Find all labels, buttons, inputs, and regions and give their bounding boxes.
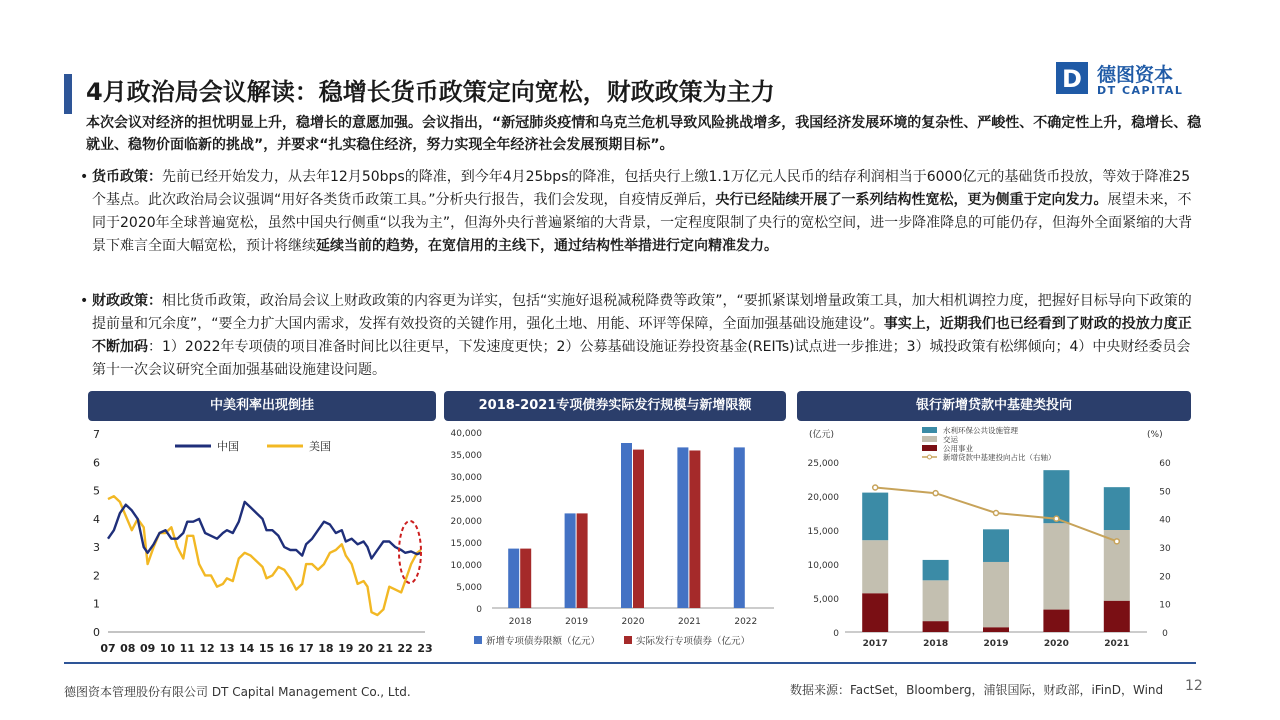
- c1-x-tick: 15: [258, 642, 275, 655]
- c3-y-tick: 15,000: [807, 527, 839, 537]
- c3-stacked-bar: [862, 493, 888, 541]
- c2-bar: [577, 513, 588, 608]
- c2-y-tick: 0: [476, 605, 482, 615]
- c1-x-tick: 13: [219, 642, 235, 655]
- c3-y-tick-right: 30: [1159, 544, 1171, 554]
- c2-y-tick: 40,000: [450, 429, 482, 439]
- footer-divider: [64, 662, 1196, 664]
- c3-y-tick: 20,000: [807, 493, 839, 503]
- c1-x-tick: 09: [139, 642, 156, 655]
- c1-series-line: [108, 502, 421, 559]
- bullet-dot: •: [80, 169, 89, 185]
- c1-legend-label: 美国: [309, 440, 331, 453]
- c2-y-tick: 15,000: [450, 539, 482, 549]
- chart2-header: 2018-2021专项债券实际发行规模与新增限额: [444, 391, 786, 421]
- c3-x-tick: 2018: [923, 639, 949, 649]
- c2-bar: [520, 549, 531, 608]
- c3-stacked-bar: [1043, 470, 1069, 523]
- chart2-special-bonds: [444, 424, 784, 660]
- c2-y-tick: 25,000: [450, 495, 482, 505]
- c3-legend-swatch: [922, 427, 937, 433]
- chart3-infra-loans: [797, 424, 1195, 660]
- c2-x-tick: 2020: [621, 617, 645, 627]
- dt-logo-icon: [1056, 62, 1088, 94]
- bullet-fiscal: [80, 290, 1202, 382]
- c3-legend-label: 公用事业: [943, 444, 973, 453]
- c3-y-tick: 0: [833, 629, 839, 639]
- fiscal-bold-1: 事实上，近期我们也已经看到了财政的投放力度正不断加码: [92, 316, 1192, 355]
- monetary-head: 货币政策：: [92, 169, 162, 185]
- c1-x-tick: 22: [397, 642, 413, 655]
- c3-stacked-bar: [1043, 523, 1069, 609]
- c2-y-tick: 30,000: [450, 473, 482, 483]
- c1-x-tick: 12: [199, 642, 215, 655]
- c2-legend-label: 新增专项债券限额（亿元）: [486, 636, 601, 647]
- monetary-text-1: 先前已经开始发力，从去年12月50bps的降准，到今年4月25bps的降准，包括央行上缴1.1万亿元人民币的结存利润相当于6000亿元的基础货币投放，等效于降准25个基点。此次政治局会议强调“用好各类货币政策工具。”分析央行报告，我们会发现，自疫情反弹后，: [92, 169, 1191, 208]
- c3-stacked-bar: [1104, 601, 1130, 632]
- c3-y-tick: 5,000: [813, 595, 839, 605]
- c3-legend-swatch: [922, 436, 937, 442]
- c1-y-tick: 1: [93, 597, 100, 611]
- c3-x-tick: 2020: [1043, 639, 1069, 649]
- c3-stacked-bar: [923, 560, 949, 580]
- c3-right-unit: (%): [1147, 430, 1163, 440]
- c2-x-tick: 2018: [508, 617, 532, 627]
- bullet-monetary: [80, 166, 1202, 258]
- fiscal-text-1: 相比货币政策，政治局会议上财政政策的内容更为详实，包括“实施好退税减税降费等政策”，“要抓紧谋划增量政策工具，加大相机调控力度，把握好目标导向下政策的提前量和冗余度”，“要全力扩大国内需求，发挥有效投资的关键作用，强化土地、用能、环评等保障，全面加强基础设施建设”。: [92, 293, 1192, 332]
- c2-legend-label: 实际发行专项债券（亿元）: [636, 636, 751, 647]
- c2-legend-swatch: [624, 636, 632, 644]
- c3-stacked-bar: [923, 621, 949, 632]
- c3-stacked-bar: [983, 529, 1009, 562]
- c1-x-tick: 19: [338, 642, 354, 655]
- c1-x-tick: 23: [417, 642, 433, 655]
- c2-bar: [689, 450, 700, 608]
- c1-y-tick: 6: [93, 456, 100, 470]
- monetary-bold-2: 延续当前的趋势，在宽信用的主线下，通过结构性举措进行定向精准发力。: [316, 238, 778, 254]
- c3-legend-label: 交运: [943, 435, 958, 444]
- c1-y-tick: 7: [93, 428, 100, 441]
- c2-bar: [677, 447, 688, 608]
- c3-left-unit: (亿元): [809, 430, 835, 440]
- c3-stacked-bar: [983, 627, 1009, 632]
- c1-x-tick: 08: [120, 642, 136, 655]
- c2-y-tick: 5,000: [456, 583, 482, 593]
- c1-y-tick: 2: [93, 569, 100, 583]
- c3-stacked-bar: [983, 562, 1009, 627]
- c1-y-tick: 3: [93, 541, 100, 555]
- c3-y-tick-right: 20: [1159, 572, 1171, 583]
- monetary-text-2: 展望未来，不同于2020年全球普遍宽松，虽然中国央行侧重“以我为主”，但海外央行普遍紧缩的大背景，一定程度限制了央行的宽松空间，进一步降准降息的可能仍存，但海外全面紧缩的大背景下难言全面大幅宽松，预计将继续: [92, 192, 1193, 254]
- page-title: 4月政治局会议解读：稳增长货币政策定向宽松，财政政策为主力: [86, 78, 775, 106]
- c2-bar: [734, 447, 745, 608]
- c3-y-tick-right: 0: [1162, 629, 1168, 639]
- c3-y-tick-right: 50: [1159, 487, 1171, 498]
- c1-x-tick: 20: [357, 642, 374, 655]
- c1-x-tick: 16: [278, 642, 294, 655]
- c1-y-tick: 5: [93, 484, 100, 498]
- c3-stacked-bar: [862, 593, 888, 632]
- c3-y-tick: 10,000: [807, 561, 839, 571]
- logo-mark: D: [1062, 65, 1082, 93]
- c3-legend-label: 水利环保公共设施管理: [943, 426, 1018, 435]
- page-number: 12: [1185, 678, 1203, 694]
- footer-source: 数据来源：FactSet，Bloomberg，浦银国际，财政部，iFinD，Wind: [790, 683, 1164, 697]
- c3-stacked-bar: [923, 580, 949, 621]
- c3-y-tick: 25,000: [807, 459, 839, 469]
- c3-y-tick-right: 60: [1159, 459, 1171, 469]
- c2-bar: [633, 450, 644, 608]
- chart3-header: 银行新增贷款中基建类投向: [797, 391, 1191, 421]
- c3-y-tick-right: 40: [1159, 515, 1171, 526]
- c2-x-tick: 2022: [734, 617, 758, 627]
- c3-x-tick: 2021: [1104, 639, 1130, 649]
- c2-bar: [621, 443, 632, 608]
- footer-company: 德图资本管理股份有限公司 DT Capital Management Co., Ltd.: [64, 685, 411, 699]
- c3-share-point: [933, 491, 938, 496]
- c1-x-tick: 10: [159, 642, 176, 655]
- c2-x-tick: 2021: [677, 617, 701, 627]
- c3-x-tick: 2017: [862, 639, 888, 649]
- c1-x-tick: 14: [239, 642, 255, 655]
- c2-bar: [565, 513, 576, 608]
- c2-y-tick: 10,000: [450, 561, 482, 571]
- c1-x-tick: 11: [179, 642, 195, 655]
- logo-en-text: DT CAPITAL: [1097, 84, 1184, 97]
- c1-legend-label: 中国: [217, 440, 239, 453]
- c1-x-tick: 21: [377, 642, 394, 655]
- c1-x-tick: 18: [318, 642, 334, 655]
- c3-stacked-bar: [1104, 487, 1130, 530]
- c1-x-tick: 07: [100, 642, 116, 655]
- c3-share-point: [994, 511, 999, 516]
- c3-stacked-bar: [1043, 610, 1069, 632]
- title-accent-bar: [64, 74, 72, 114]
- c1-x-tick: 17: [298, 642, 314, 655]
- chart1-rate-inversion: [80, 424, 440, 660]
- c1-y-tick: 0: [93, 626, 100, 639]
- c2-y-tick: 20,000: [450, 517, 482, 527]
- c2-y-tick: 35,000: [450, 451, 482, 461]
- c2-bar: [508, 549, 519, 608]
- c2-x-tick: 2019: [565, 617, 589, 627]
- logo-cn-text: 德图资本: [1097, 64, 1174, 86]
- c3-legend-marker: [928, 455, 932, 459]
- fiscal-head: 财政政策：: [92, 293, 162, 309]
- c2-legend-swatch: [474, 636, 482, 644]
- c3-share-point: [1054, 516, 1059, 521]
- chart1-header: 中美利率出现倒挂: [88, 391, 436, 421]
- c3-share-point: [873, 485, 878, 490]
- c3-legend-label: 新增贷款中基建投向占比（右轴）: [943, 453, 1056, 462]
- monetary-bold-1: 央行已经陆续开展了一系列结构性宽松，更为侧重于定向发力。: [715, 192, 1108, 208]
- c3-stacked-bar: [862, 540, 888, 593]
- bullet-dot: •: [80, 293, 89, 309]
- lead-paragraph: 本次会议对经济的担忧明显上升，稳增长的意愿加强。会议指出，“新冠肺炎疫情和乌克兰危机导致风险挑战增多，我国经济发展环境的复杂性、严峻性、不确定性上升，稳增长、稳就业、稳物价面临新的挑战”，并要求“扎实稳住经济，努力实现全年经济社会发展预期目标”。: [86, 115, 1202, 153]
- c3-legend-swatch: [922, 445, 937, 451]
- fiscal-text-2: ：1）2022年专项债的项目准备时间比以往更早，下发速度更快；2）公募基础设施证券投资基金(REITs)试点进一步推进；3）城投政策有松绑倾向；4）中央财经委员会第十一次会议研究全面加强基础设施建设问题。: [92, 339, 1191, 378]
- c1-y-tick: 4: [93, 512, 100, 526]
- c3-y-tick-right: 10: [1159, 600, 1171, 611]
- c3-share-point: [1114, 539, 1119, 544]
- c3-x-tick: 2019: [983, 639, 1009, 649]
